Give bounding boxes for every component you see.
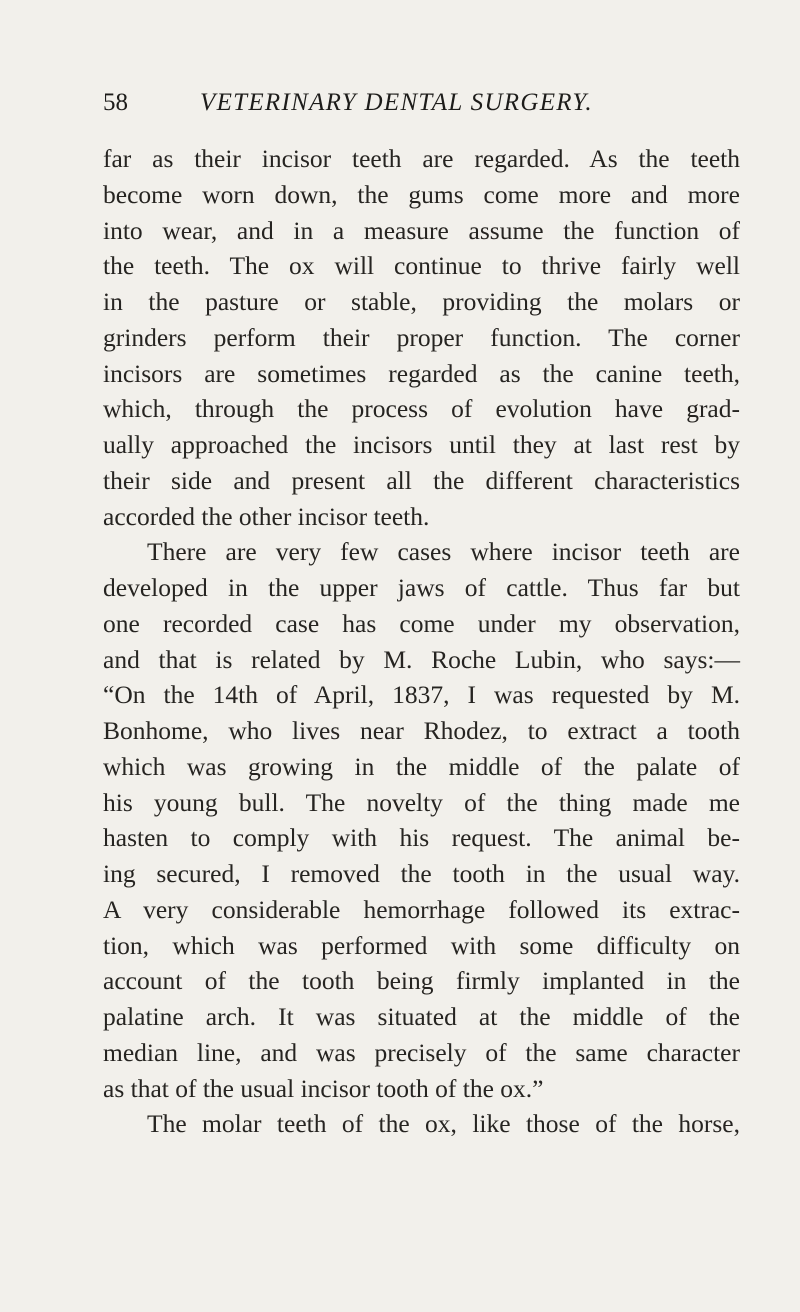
text-line: developed in the upper jaws of cattle. Thus far but xyxy=(103,573,740,602)
text-line: median line, and was precisely of the same character xyxy=(103,1037,740,1067)
text-line: incisors are sometimes regarded as the canine teeth, xyxy=(103,358,740,388)
text-line: which was growing in the middle of the palate of xyxy=(103,751,740,781)
text-line: ually approached the incisors until they at last rest by xyxy=(103,430,740,459)
text-line: accorded the other incisor teeth. xyxy=(103,501,430,531)
text-line: ing secured, I removed the tooth in the usual way. xyxy=(103,859,740,888)
text-line: their side and present all the different characteristics xyxy=(103,465,740,495)
page-number: 58 xyxy=(103,89,128,116)
text-line: far as their incisor teeth are regarded. As the teeth xyxy=(103,144,740,173)
text-line: as that of the usual incisor tooth of the ox.” xyxy=(103,1073,544,1103)
text-line: account of the tooth being firmly implanted in the xyxy=(103,966,740,996)
text-line: become worn down, the gums come more and more xyxy=(103,179,740,209)
text-line: palatine arch. It was situated at the middle of the xyxy=(103,1002,740,1031)
text-line: hasten to comply with his request. The animal be- xyxy=(103,823,740,853)
text-line: grinders perform their proper function. The corner xyxy=(103,322,740,352)
text-line: The molar teeth of the ox, like those of the horse, xyxy=(147,1109,740,1139)
text-line: Bonhome, who lives near Rhodez, to extract a tooth xyxy=(103,716,740,745)
text-line: the teeth. The ox will continue to thrive fairly well xyxy=(103,251,740,281)
text-line: one recorded case has come under my observation, xyxy=(103,608,740,638)
text-line: into wear, and in a measure assume the function of xyxy=(103,215,740,245)
body-text xyxy=(103,141,740,1142)
text-line: tion, which was performed with some difficulty on xyxy=(103,930,740,960)
text-line: in the pasture or stable, providing the molars or xyxy=(103,287,740,316)
text-line: his young bull. The novelty of the thing made me xyxy=(103,787,740,817)
text-line: which, through the process of evolution have grad- xyxy=(103,394,740,424)
text-line: There are very few cases where incisor teeth are xyxy=(147,537,740,567)
page-header xyxy=(103,88,743,122)
running-title: VETERINARY DENTAL SURGERY. xyxy=(200,89,593,116)
text-line: A very considerable hemorrhage followed its extrac- xyxy=(103,894,740,924)
text-line: and that is related by M. Roche Lubin, who says:— xyxy=(103,644,740,674)
text-line: “On the 14th of April, 1837, I was requested by M. xyxy=(103,680,740,710)
